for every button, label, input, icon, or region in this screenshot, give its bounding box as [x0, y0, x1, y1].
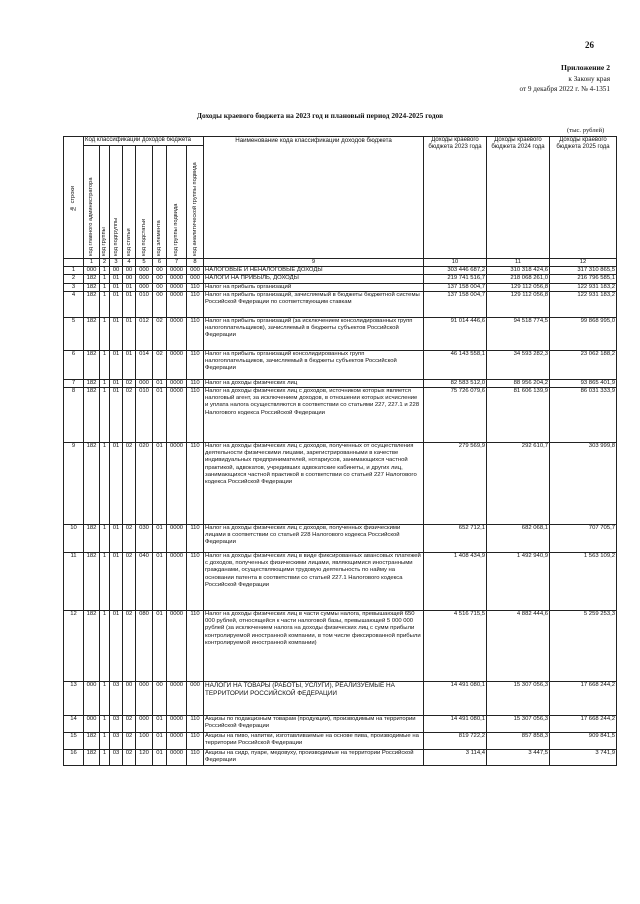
subgroup-code-cell: 01 [110, 611, 123, 682]
group-code-cell: 1 [100, 525, 110, 553]
table-row [64, 379, 617, 387]
analytic-group-code-cell: 000 [187, 682, 204, 716]
group-code-cell: 1 [100, 267, 110, 275]
income-2023-cell: 819 722,2 [424, 733, 487, 750]
analytic-group-code-cell: 110 [187, 750, 204, 766]
group-code-cell: 1 [100, 388, 110, 443]
income-2023-cell: 219 741 516,7 [424, 275, 487, 283]
table-row [64, 443, 617, 525]
income-name-cell: Налог на прибыль организаций консолидированных групп налогоплательщиков, зачисляемый в бюджеты субъектов Российской Федерации [204, 350, 424, 379]
subarticle-code-cell: 040 [136, 553, 153, 611]
admin-code-cell: 182 [84, 611, 100, 682]
header-subarticle-code: код подстатьи [136, 146, 153, 259]
income-2025-cell: 303 999,8 [550, 443, 617, 525]
row-number-cell: 5 [64, 317, 84, 350]
row-number-cell: 14 [64, 716, 84, 733]
admin-code-cell: 000 [84, 716, 100, 733]
group-code-cell: 1 [100, 716, 110, 733]
subtype-group-code-cell: 0000 [167, 283, 187, 291]
table-row [64, 275, 617, 283]
element-code-cell: 01 [153, 611, 167, 682]
group-code-cell: 1 [100, 275, 110, 283]
header-classification-group: Код классификации доходов бюджета [84, 137, 204, 146]
income-2023-cell: 46 143 558,1 [424, 350, 487, 379]
element-code-cell: 01 [153, 716, 167, 733]
subtype-group-code-cell: 0000 [167, 525, 187, 553]
subgroup-code-cell: 03 [110, 682, 123, 716]
admin-code-cell: 000 [84, 682, 100, 716]
row-number-cell: 6 [64, 350, 84, 379]
element-code-cell: 01 [153, 443, 167, 525]
group-code-cell: 1 [100, 291, 110, 317]
income-2024-cell: 129 112 056,8 [487, 283, 550, 291]
analytic-group-code-cell: 110 [187, 733, 204, 750]
subarticle-code-cell: 012 [136, 317, 153, 350]
table-row [64, 267, 617, 275]
table-row [64, 716, 617, 733]
header-element-code: код элемента [153, 146, 167, 259]
appendix-line-1: к Закону края [568, 74, 610, 83]
admin-code-cell: 182 [84, 443, 100, 525]
subtype-group-code-cell: 0000 [167, 379, 187, 387]
income-2024-cell: 292 610,7 [487, 443, 550, 525]
row-number-cell: 1 [64, 267, 84, 275]
element-code-cell: 02 [153, 350, 167, 379]
income-2024-cell: 1 492 940,9 [487, 553, 550, 611]
article-code-cell: 00 [123, 682, 136, 716]
article-code-cell: 02 [123, 388, 136, 443]
admin-code-cell: 182 [84, 317, 100, 350]
table-row [64, 291, 617, 317]
subgroup-code-cell: 01 [110, 443, 123, 525]
subtype-group-code-cell: 0000 [167, 388, 187, 443]
income-2024-cell: 857 858,3 [487, 733, 550, 750]
header-article-code: код статьи [123, 146, 136, 259]
article-code-cell: 02 [123, 525, 136, 553]
analytic-group-code-cell: 110 [187, 443, 204, 525]
units-label: (тыс. рублей) [567, 127, 605, 134]
income-2023-cell: 4 516 715,5 [424, 611, 487, 682]
income-name-cell: Налог на доходы физических лиц [204, 379, 424, 387]
article-code-cell: 02 [123, 553, 136, 611]
column-number: 10 [424, 259, 487, 267]
table-row [64, 750, 617, 766]
income-2024-cell: 218 068 261,0 [487, 275, 550, 283]
subtype-group-code-cell: 0000 [167, 350, 187, 379]
column-number: 4 [123, 259, 136, 267]
table-row [64, 388, 617, 443]
income-2024-cell: 129 112 056,8 [487, 291, 550, 317]
subgroup-code-cell: 00 [110, 267, 123, 275]
admin-code-cell: 182 [84, 379, 100, 387]
group-code-cell: 1 [100, 379, 110, 387]
subtype-group-code-cell: 0000 [167, 317, 187, 350]
income-2025-cell: 93 865 401,9 [550, 379, 617, 387]
admin-code-cell: 182 [84, 733, 100, 750]
subarticle-code-cell: 080 [136, 611, 153, 682]
table-row [64, 525, 617, 553]
subtype-group-code-cell: 0000 [167, 291, 187, 317]
subarticle-code-cell: 014 [136, 350, 153, 379]
column-number: 9 [204, 259, 424, 267]
income-2023-cell: 137 158 004,7 [424, 283, 487, 291]
income-2024-cell: 34 593 282,3 [487, 350, 550, 379]
document-title: Доходы краевого бюджета на 2023 год и плановый период 2024-2025 годов [196, 111, 444, 120]
admin-code-cell: 182 [84, 525, 100, 553]
row-number-cell: 4 [64, 291, 84, 317]
analytic-group-code-cell: 110 [187, 350, 204, 379]
income-2025-cell: 909 841,5 [550, 733, 617, 750]
table-row [64, 283, 617, 291]
income-2023-cell: 137 158 004,7 [424, 291, 487, 317]
subgroup-code-cell: 03 [110, 716, 123, 733]
subgroup-code-cell: 01 [110, 388, 123, 443]
subtype-group-code-cell: 0000 [167, 750, 187, 766]
income-2024-cell: 3 447,5 [487, 750, 550, 766]
admin-code-cell: 182 [84, 275, 100, 283]
column-number: 11 [487, 259, 550, 267]
income-name-cell: Налог на прибыль организаций, зачисляемый в бюджеты бюджетной системы Российской Федерации по соответствующим ставкам [204, 291, 424, 317]
income-2025-cell: 86 031 333,9 [550, 388, 617, 443]
income-2024-cell: 4 882 444,6 [487, 611, 550, 682]
element-code-cell: 00 [153, 682, 167, 716]
element-code-cell: 00 [153, 291, 167, 317]
income-2023-cell: 303 446 687,2 [424, 267, 487, 275]
header-analytic-group-code: код аналитической группы подвида [187, 146, 204, 259]
admin-code-cell: 182 [84, 388, 100, 443]
income-2025-cell: 122 931 183,2 [550, 291, 617, 317]
analytic-group-code-cell: 110 [187, 317, 204, 350]
subgroup-code-cell: 01 [110, 275, 123, 283]
row-number-cell: 11 [64, 553, 84, 611]
subarticle-code-cell: 020 [136, 443, 153, 525]
income-2024-cell: 682 068,1 [487, 525, 550, 553]
income-name-cell: Налог на прибыль организаций [204, 283, 424, 291]
admin-code-cell: 182 [84, 350, 100, 379]
group-code-cell: 1 [100, 350, 110, 379]
budget-table [63, 136, 617, 766]
subarticle-code-cell: 000 [136, 283, 153, 291]
column-number: 12 [550, 259, 617, 267]
appendix-line-2: от 9 декабря 2022 г. № 4-1351 [519, 85, 610, 93]
subtype-group-code-cell: 0000 [167, 275, 187, 283]
analytic-group-code-cell: 110 [187, 379, 204, 387]
admin-code-cell: 182 [84, 291, 100, 317]
subarticle-code-cell: 100 [136, 733, 153, 750]
header-income-2023: Доходы краевого бюджета 2023 года [424, 137, 487, 259]
element-code-cell: 01 [153, 553, 167, 611]
subgroup-code-cell: 01 [110, 350, 123, 379]
analytic-group-code-cell: 110 [187, 291, 204, 317]
income-2025-cell: 122 931 183,2 [550, 283, 617, 291]
row-number-cell: 12 [64, 611, 84, 682]
table-row [64, 611, 617, 682]
row-number-cell: 2 [64, 275, 84, 283]
income-name-cell: Акцизы по подакцизным товарам (продукции), производимым на территории Российской Федерации [204, 716, 424, 733]
income-2023-cell: 3 114,4 [424, 750, 487, 766]
subtype-group-code-cell: 0000 [167, 733, 187, 750]
income-name-cell: Акцизы на сидр, пуаре, медовуху, производимые на территории Российской Федерации [204, 750, 424, 766]
income-2023-cell: 14 491 080,1 [424, 682, 487, 716]
subarticle-code-cell: 000 [136, 275, 153, 283]
subtype-group-code-cell: 0000 [167, 267, 187, 275]
article-code-cell: 02 [123, 733, 136, 750]
row-number-cell: 15 [64, 733, 84, 750]
column-number: 3 [110, 259, 123, 267]
element-code-cell: 01 [153, 750, 167, 766]
element-code-cell: 01 [153, 525, 167, 553]
income-2023-cell: 279 569,9 [424, 443, 487, 525]
subarticle-code-cell: 000 [136, 267, 153, 275]
table-row [64, 350, 617, 379]
element-code-cell: 00 [153, 267, 167, 275]
table-row [64, 317, 617, 350]
income-2025-cell: 1 563 109,2 [550, 553, 617, 611]
subtype-group-code-cell: 0000 [167, 682, 187, 716]
appendix-title: Приложение 2 [561, 63, 610, 72]
subgroup-code-cell: 01 [110, 379, 123, 387]
group-code-cell: 1 [100, 733, 110, 750]
group-code-cell: 1 [100, 283, 110, 291]
column-number: 1 [84, 259, 100, 267]
income-2025-cell: 99 868 995,0 [550, 317, 617, 350]
header-group-code: код группы [100, 146, 110, 259]
income-2025-cell: 17 668 244,2 [550, 682, 617, 716]
appendix-block [519, 63, 610, 95]
income-2025-cell: 3 741,9 [550, 750, 617, 766]
income-2025-cell: 5 259 253,3 [550, 611, 617, 682]
article-code-cell: 01 [123, 350, 136, 379]
subarticle-code-cell: 010 [136, 388, 153, 443]
header-income-2025: Доходы краевого бюджета 2025 года [550, 137, 617, 259]
article-code-cell: 02 [123, 611, 136, 682]
group-code-cell: 1 [100, 682, 110, 716]
income-2025-cell: 17 668 244,2 [550, 716, 617, 733]
budget-table-body [64, 267, 617, 766]
article-code-cell: 01 [123, 317, 136, 350]
income-name-cell: Акцизы на пиво, напитки, изготавливаемые на основе пива, производимые на территории Российской Федерации [204, 733, 424, 750]
row-number-cell: 8 [64, 388, 84, 443]
header-name: Наименование кода классификации доходов бюджета [204, 137, 424, 259]
income-2024-cell: 81 606 139,9 [487, 388, 550, 443]
table-row [64, 553, 617, 611]
row-number-cell: 13 [64, 682, 84, 716]
income-name-cell: Налог на прибыль организаций (за исключением консолидированных групп налогоплательщиков), зачисляемый в бюджеты субъектов Российской Федерации [204, 317, 424, 350]
income-name-cell: НАЛОГИ НА ПРИБЫЛЬ, ДОХОДЫ [204, 275, 424, 283]
income-2023-cell: 652 712,1 [424, 525, 487, 553]
group-code-cell: 1 [100, 611, 110, 682]
analytic-group-code-cell: 110 [187, 388, 204, 443]
subarticle-code-cell: 000 [136, 379, 153, 387]
group-code-cell: 1 [100, 443, 110, 525]
income-name-cell: Налог на доходы физических лиц с доходов, полученных от осуществления деятельности физическими лицами, зарегистрированными в качестве индивидуальных предпринимателей, нотариусов, занимающихся частной практикой, адвокатов, учредивших адвокатские кабинеты, и других лиц, занимающихся частной практикой в соответствии со статьей 227 Налогового кодекса Российской Федерации [204, 443, 424, 525]
analytic-group-code-cell: 110 [187, 525, 204, 553]
analytic-group-code-cell: 110 [187, 611, 204, 682]
element-code-cell: 02 [153, 317, 167, 350]
income-2025-cell: 23 062 188,2 [550, 350, 617, 379]
income-2024-cell: 310 318 424,6 [487, 267, 550, 275]
table-row [64, 733, 617, 750]
article-code-cell: 00 [123, 267, 136, 275]
income-2024-cell: 15 307 056,3 [487, 682, 550, 716]
header-subgroup-code: код подгруппы [110, 146, 123, 259]
subgroup-code-cell: 01 [110, 525, 123, 553]
element-code-cell: 01 [153, 388, 167, 443]
element-code-cell: 01 [153, 733, 167, 750]
group-code-cell: 1 [100, 750, 110, 766]
subtype-group-code-cell: 0000 [167, 611, 187, 682]
row-number-cell: 9 [64, 443, 84, 525]
income-2025-cell: 317 310 865,5 [550, 267, 617, 275]
income-2025-cell: 216 796 585,1 [550, 275, 617, 283]
analytic-group-code-cell: 110 [187, 553, 204, 611]
income-2024-cell: 15 307 056,3 [487, 716, 550, 733]
subgroup-code-cell: 01 [110, 291, 123, 317]
subarticle-code-cell: 120 [136, 750, 153, 766]
column-number: 6 [153, 259, 167, 267]
analytic-group-code-cell: 000 [187, 267, 204, 275]
page-number: 26 [585, 40, 594, 50]
article-code-cell: 02 [123, 443, 136, 525]
income-name-cell: Налог на доходы физических лиц в виде фиксированных авансовых платежей с доходов, полученных физическими лицами, являющимися иностранными гражданами, осуществляющими трудовую деятельность по найму на основании патента в соответствии со статьей 227.1 Налогового кодекса Российской Федерации [204, 553, 424, 611]
header-admin-code: код главного администратора [84, 146, 100, 259]
column-number: 2 [100, 259, 110, 267]
analytic-group-code-cell: 110 [187, 716, 204, 733]
admin-code-cell: 000 [84, 267, 100, 275]
income-name-cell: Налог на доходы физических лиц с доходов, полученных физическими лицами в соответствии со статьей 228 Налогового кодекса Российской Федерации [204, 525, 424, 553]
article-code-cell: 01 [123, 291, 136, 317]
income-2023-cell: 75 726 079,6 [424, 388, 487, 443]
subgroup-code-cell: 01 [110, 317, 123, 350]
subarticle-code-cell: 010 [136, 291, 153, 317]
subgroup-code-cell: 01 [110, 553, 123, 611]
header-income-2024: Доходы краевого бюджета 2024 года [487, 137, 550, 259]
column-number: 8 [187, 259, 204, 267]
header-row-number: № строки [64, 137, 84, 259]
column-number [64, 259, 84, 267]
row-number-cell: 7 [64, 379, 84, 387]
article-code-cell: 02 [123, 750, 136, 766]
income-name-cell: НАЛОГИ НА ТОВАРЫ (РАБОТЫ, УСЛУГИ), РЕАЛИЗУЕМЫЕ НА ТЕРРИТОРИИ РОССИЙСКОЙ ФЕДЕРАЦИИ [204, 682, 424, 716]
income-name-cell: НАЛОГОВЫЕ И НЕНАЛОГОВЫЕ ДОХОДЫ [204, 267, 424, 275]
subgroup-code-cell: 03 [110, 750, 123, 766]
subgroup-code-cell: 01 [110, 283, 123, 291]
admin-code-cell: 182 [84, 283, 100, 291]
column-number: 5 [136, 259, 153, 267]
element-code-cell: 00 [153, 283, 167, 291]
article-code-cell: 02 [123, 379, 136, 387]
article-code-cell: 00 [123, 275, 136, 283]
subtype-group-code-cell: 0000 [167, 553, 187, 611]
article-code-cell: 01 [123, 283, 136, 291]
element-code-cell: 01 [153, 379, 167, 387]
income-2023-cell: 1 408 434,9 [424, 553, 487, 611]
article-code-cell: 02 [123, 716, 136, 733]
column-number: 7 [167, 259, 187, 267]
group-code-cell: 1 [100, 317, 110, 350]
income-2023-cell: 82 583 512,0 [424, 379, 487, 387]
table-row [64, 682, 617, 716]
subgroup-code-cell: 03 [110, 733, 123, 750]
analytic-group-code-cell: 110 [187, 283, 204, 291]
subtype-group-code-cell: 0000 [167, 716, 187, 733]
admin-code-cell: 182 [84, 750, 100, 766]
subarticle-code-cell: 000 [136, 682, 153, 716]
income-2023-cell: 14 491 080,1 [424, 716, 487, 733]
income-2024-cell: 94 518 774,5 [487, 317, 550, 350]
header-subtype-group-code: код группы подвида [167, 146, 187, 259]
income-name-cell: Налог на доходы физических лиц с доходов, источником которых является налоговый агент, за исключением доходов, в отношении которых исчисление и уплата налога осуществляются в соответствии со статьями 227, 227.1 и 228 Налогового кодекса Российской Федерации [204, 388, 424, 443]
row-number-cell: 10 [64, 525, 84, 553]
income-2024-cell: 88 956 204,2 [487, 379, 550, 387]
group-code-cell: 1 [100, 553, 110, 611]
subarticle-code-cell: 000 [136, 716, 153, 733]
income-2025-cell: 707 705,7 [550, 525, 617, 553]
row-number-cell: 3 [64, 283, 84, 291]
element-code-cell: 00 [153, 275, 167, 283]
admin-code-cell: 182 [84, 553, 100, 611]
income-2023-cell: 91 014 446,6 [424, 317, 487, 350]
row-number-cell: 16 [64, 750, 84, 766]
income-name-cell: Налог на доходы физических лиц в части суммы налога, превышающей 650 000 рублей, относящейся к части налоговой базы, превышающей 5 000 000 рублей (за исключением налога на доходы физических лиц с сумм прибыли контролируемой иностранной компании, в том числе фиксированной прибыли контролируемой иностранной компании) [204, 611, 424, 682]
subarticle-code-cell: 030 [136, 525, 153, 553]
column-number-row [64, 259, 617, 267]
subtype-group-code-cell: 0000 [167, 443, 187, 525]
analytic-group-code-cell: 000 [187, 275, 204, 283]
